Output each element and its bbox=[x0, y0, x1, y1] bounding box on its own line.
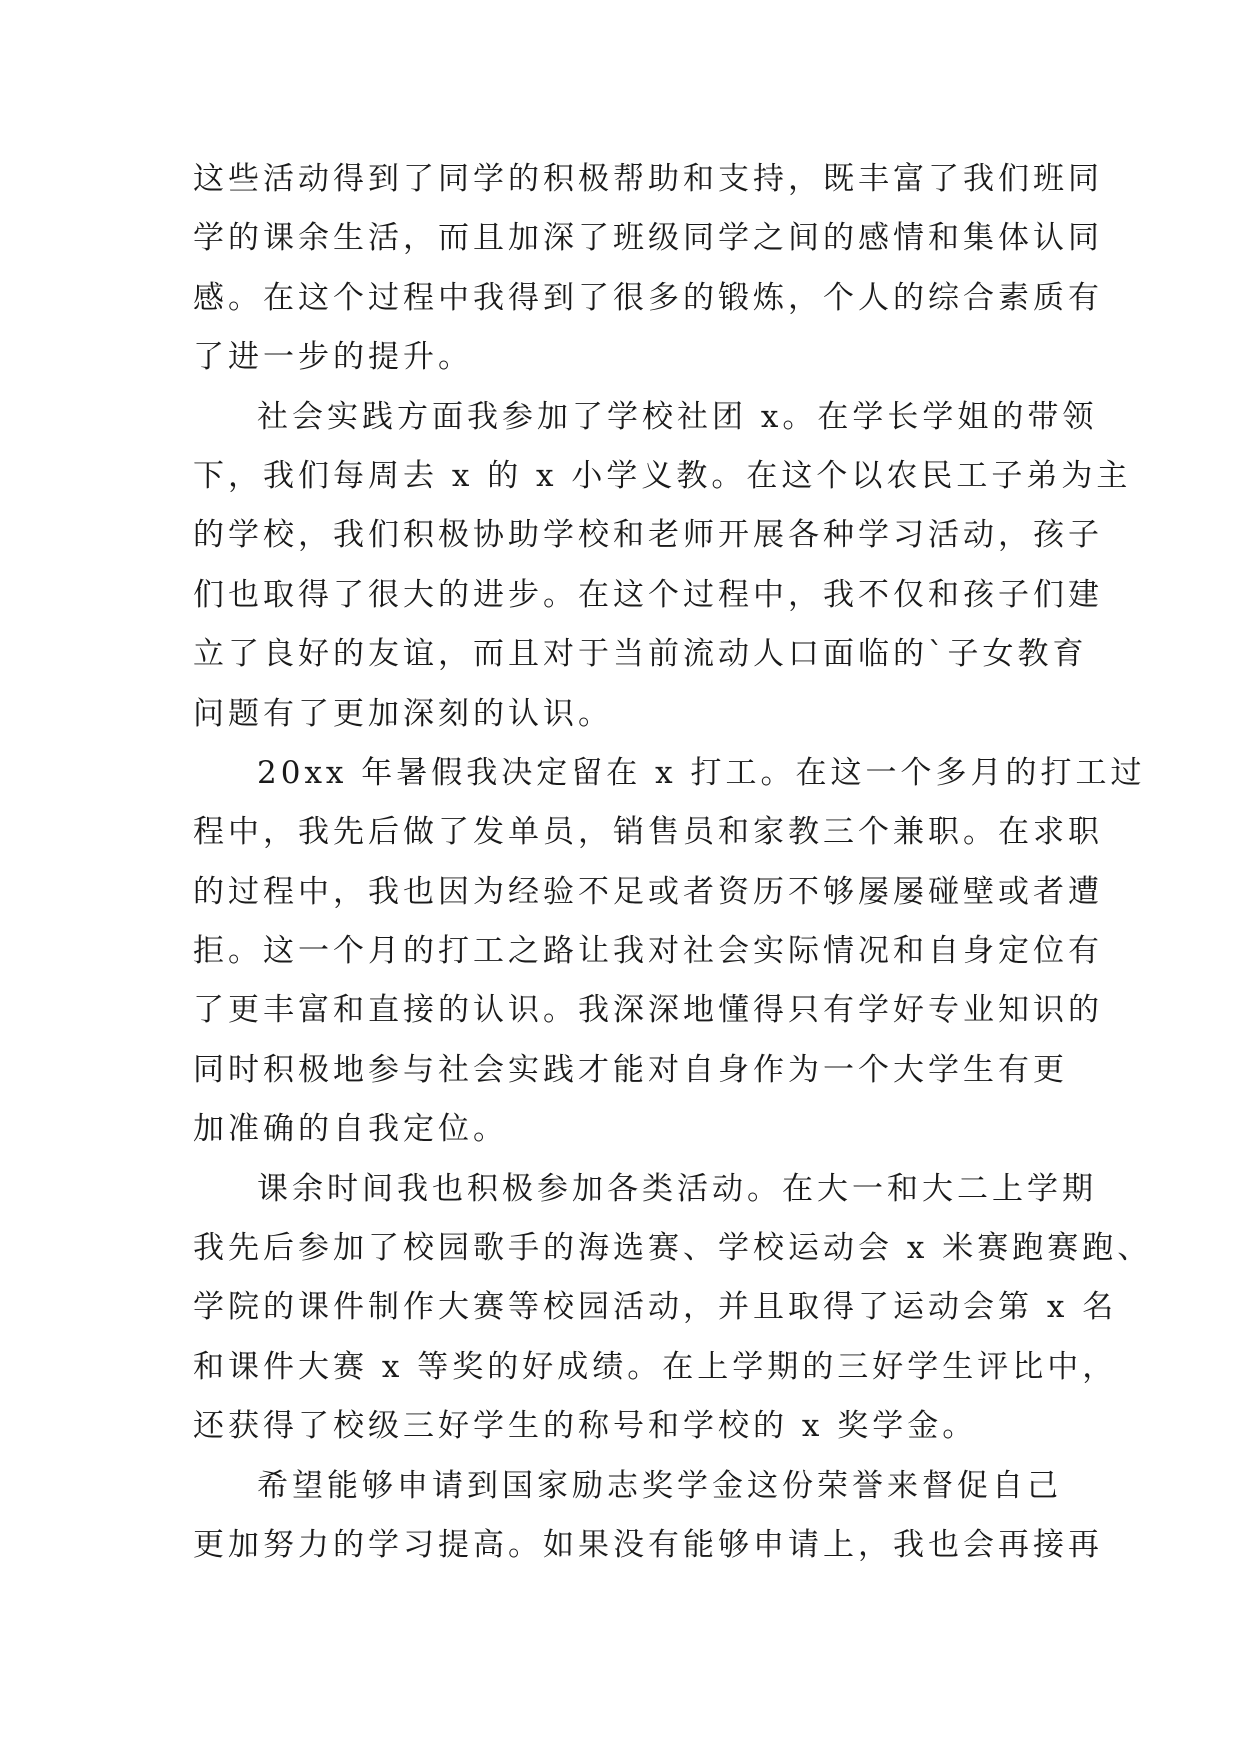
text-line: 下，我们每周去 x 的 x 小学义教。在这个以农民工子弟为主 bbox=[193, 457, 1132, 494]
text-line: 同时积极地参与社会实践才能对自身作为一个大学生有更 bbox=[193, 1051, 1068, 1088]
text-line: 更加努力的学习提高。如果没有能够申请上，我也会再接再 bbox=[193, 1526, 1103, 1563]
paragraph-first-line: 希望能够申请到国家励志奖学金这份荣誉来督促自己 bbox=[257, 1467, 1062, 1504]
text-line: 问题有了更加深刻的认识。 bbox=[193, 695, 613, 732]
text-line: 学院的课件制作大赛等校园活动，并且取得了运动会第 x 名 bbox=[193, 1289, 1118, 1326]
paragraph-first-line: 课余时间我也积极参加各类活动。在大一和大二上学期 bbox=[257, 1170, 1097, 1207]
text-line: 拒。这一个月的打工之路让我对社会实际情况和自身定位有 bbox=[193, 933, 1103, 970]
document-body bbox=[193, 150, 1153, 1575]
text-line: 的过程中，我也因为经验不足或者资历不够屡屡碰壁或者遭 bbox=[193, 873, 1103, 910]
text-line: 立了良好的友谊，而且对于当前流动人口面临的`子女教育 bbox=[193, 636, 1088, 673]
text-line: 感。在这个过程中我得到了很多的锻炼，个人的综合素质有 bbox=[193, 279, 1103, 316]
text-line: 们也取得了很大的进步。在这个过程中，我不仅和孩子们建 bbox=[193, 576, 1103, 613]
text-line: 我先后参加了校园歌手的海选赛、学校运动会 x 米赛跑赛跑、 bbox=[193, 1230, 1153, 1267]
text-line: 程中，我先后做了发单员，销售员和家教三个兼职。在求职 bbox=[193, 814, 1103, 851]
text-line: 学的课余生活，而且加深了班级同学之间的感情和集体认同 bbox=[193, 220, 1103, 257]
paragraph-first-line: 20xx 年暑假我决定留在 x 打工。在这一个多月的打工过 bbox=[257, 754, 1146, 791]
text-line: 加准确的自我定位。 bbox=[193, 1111, 508, 1148]
text-line: 的学校，我们积极协助学校和老师开展各种学习活动，孩子 bbox=[193, 517, 1103, 554]
paragraph-first-line: 社会实践方面我参加了学校社团 x。在学长学姐的带领 bbox=[257, 398, 1098, 435]
text-line: 和课件大赛 x 等奖的好成绩。在上学期的三好学生评比中， bbox=[193, 1348, 1118, 1385]
text-line: 了更丰富和直接的认识。我深深地懂得只有学好专业知识的 bbox=[193, 992, 1103, 1029]
text-line: 还获得了校级三好学生的称号和学校的 x 奖学金。 bbox=[193, 1408, 978, 1445]
text-line: 了进一步的提升。 bbox=[193, 339, 473, 376]
text-line: 这些活动得到了同学的积极帮助和支持，既丰富了我们班同 bbox=[193, 161, 1103, 197]
